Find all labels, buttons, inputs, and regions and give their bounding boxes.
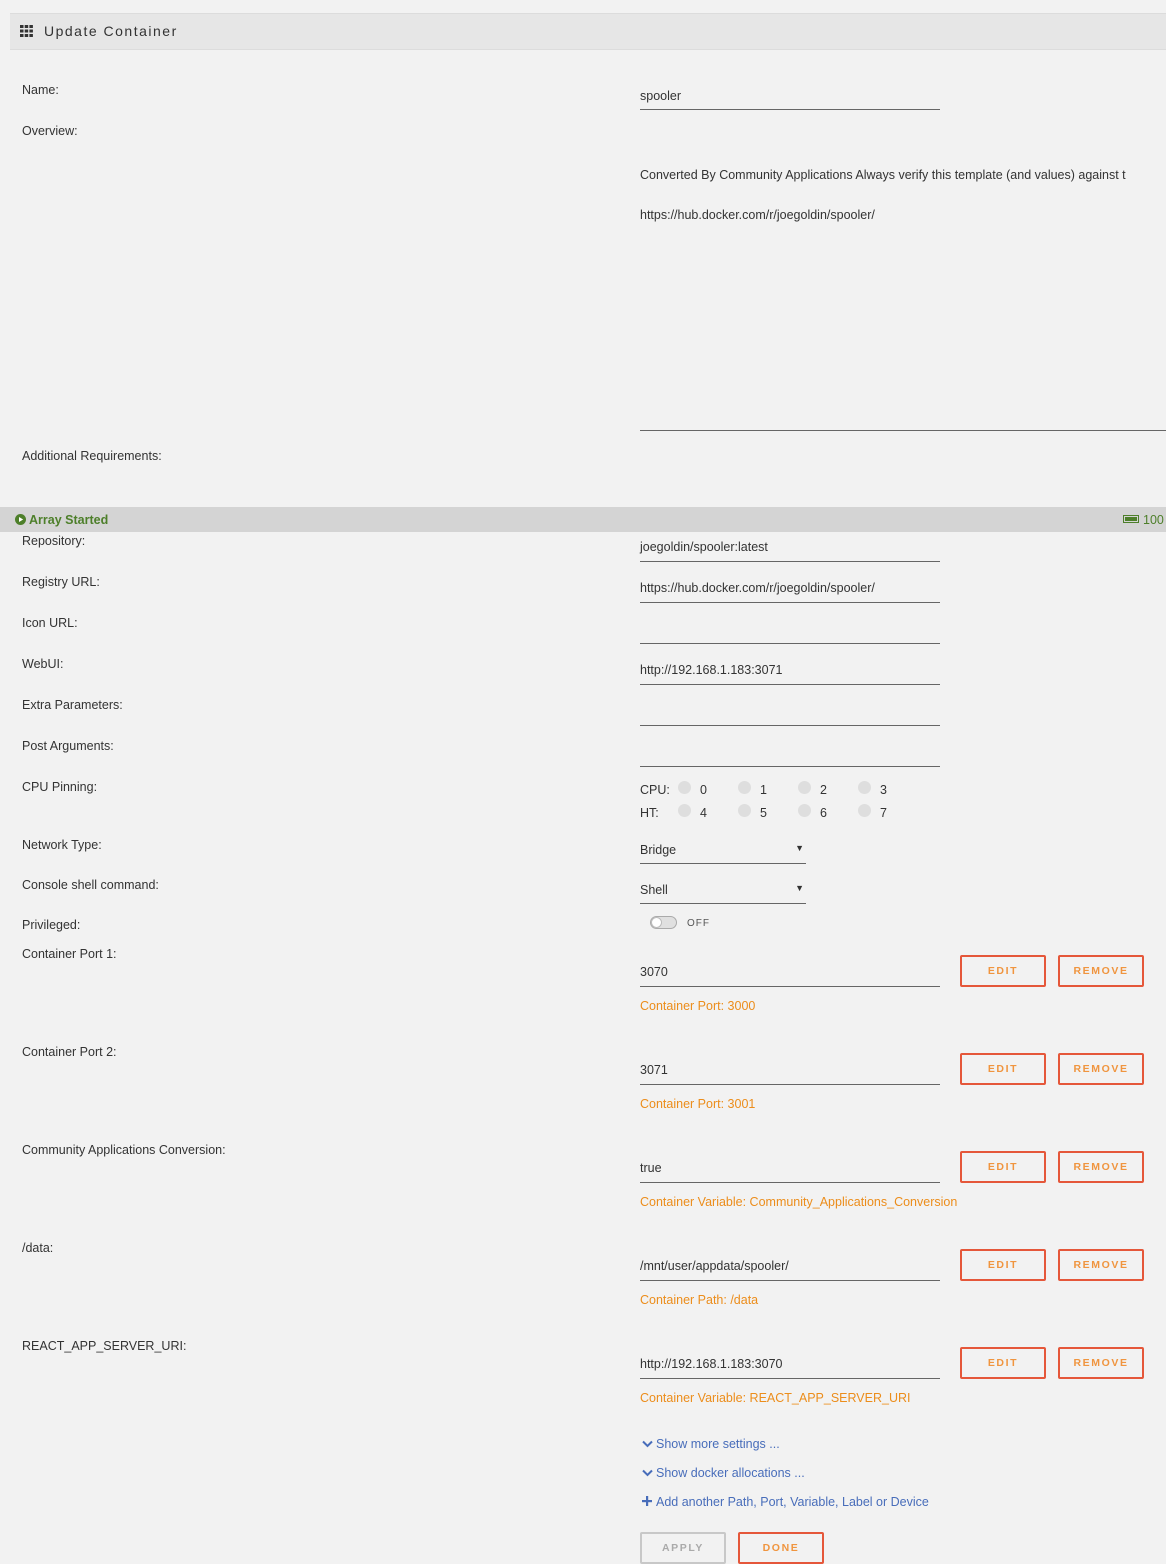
privileged-state: OFF: [687, 918, 710, 929]
edit-button[interactable]: EDIT: [960, 955, 1046, 987]
privileged-label: Privileged:: [22, 918, 81, 932]
show-more-settings-text: Show more settings ...: [656, 1437, 780, 1451]
additional-requirements-label: Additional Requirements:: [22, 449, 162, 463]
battery-percent: 100: [1143, 513, 1164, 527]
plus-icon: [642, 1495, 656, 1509]
ht-4-checkbox[interactable]: [678, 804, 691, 817]
console-shell-select[interactable]: [640, 883, 806, 904]
name-input[interactable]: spooler: [640, 88, 940, 110]
done-button[interactable]: DONE: [738, 1532, 824, 1564]
config-value-input[interactable]: 3071: [640, 1062, 940, 1085]
post-arguments-input[interactable]: [640, 744, 940, 767]
cpu-1-number: 1: [760, 783, 767, 797]
show-docker-allocations-link[interactable]: [642, 1466, 805, 1480]
config-label: Community Applications Conversion:: [22, 1143, 226, 1157]
battery-icon: [1123, 515, 1139, 523]
edit-button[interactable]: EDIT: [960, 1347, 1046, 1379]
add-another-text: Add another Path, Port, Variable, Label or Device: [656, 1495, 929, 1509]
cpu-0-checkbox[interactable]: [678, 781, 691, 794]
config-label: REACT_APP_SERVER_URI:: [22, 1339, 187, 1353]
config-label: Container Port 2:: [22, 1045, 117, 1059]
icon-url-label: Icon URL:: [22, 616, 78, 630]
show-docker-allocations-text: Show docker allocations ...: [656, 1466, 805, 1480]
overview-label: Overview:: [22, 124, 78, 138]
webui-input[interactable]: http://192.168.1.183:3071: [640, 662, 940, 685]
config-value-input[interactable]: 3070: [640, 964, 940, 987]
cpu-3-checkbox[interactable]: [858, 781, 871, 794]
repository-input[interactable]: joegoldin/spooler:latest: [640, 539, 940, 562]
ht-5-number: 5: [760, 806, 767, 820]
config-hint: Container Variable: Community_Applications_Conversion: [640, 1195, 958, 1209]
cpu-2-number: 2: [820, 783, 827, 797]
icon-url-input[interactable]: [640, 621, 940, 644]
cpu-0-number: 0: [700, 783, 707, 797]
play-circle-icon: [15, 514, 26, 525]
network-type-label: Network Type:: [22, 838, 102, 852]
remove-button[interactable]: REMOVE: [1058, 955, 1144, 987]
edit-button[interactable]: EDIT: [960, 1151, 1046, 1183]
repository-label: Repository:: [22, 534, 86, 548]
cpu-row-label: CPU:: [640, 783, 670, 797]
remove-button[interactable]: REMOVE: [1058, 1053, 1144, 1085]
cpu-1-checkbox[interactable]: [738, 781, 751, 794]
cpu-2-checkbox[interactable]: [798, 781, 811, 794]
ht-4-number: 4: [700, 806, 707, 820]
cpu-3-number: 3: [880, 783, 887, 797]
ht-7-number: 7: [880, 806, 887, 820]
edit-button[interactable]: EDIT: [960, 1249, 1046, 1281]
config-label: /data:: [22, 1241, 54, 1255]
dropdown-arrow-icon: ▼: [795, 843, 804, 853]
registry-url-label: Registry URL:: [22, 575, 100, 589]
add-another-link[interactable]: [642, 1495, 929, 1509]
remove-button[interactable]: REMOVE: [1058, 1249, 1144, 1281]
config-value-input[interactable]: http://192.168.1.183:3070: [640, 1356, 940, 1379]
remove-button[interactable]: REMOVE: [1058, 1151, 1144, 1183]
config-hint: Container Variable: REACT_APP_SERVER_URI: [640, 1391, 911, 1405]
registry-url-input[interactable]: https://hub.docker.com/r/joegoldin/spooler/: [640, 580, 940, 603]
array-status-text: Array Started: [29, 513, 109, 527]
config-hint: Container Port: 3000: [640, 999, 756, 1013]
extra-parameters-input[interactable]: [640, 703, 940, 726]
config-value-input[interactable]: /mnt/user/appdata/spooler/: [640, 1258, 940, 1281]
status-bar: [0, 507, 1166, 532]
config-hint: Container Path: /data: [640, 1293, 759, 1307]
cpu-pinning-label: CPU Pinning:: [22, 780, 98, 794]
overview-textarea[interactable]: [640, 120, 1166, 431]
extra-parameters-label: Extra Parameters:: [22, 698, 123, 712]
apply-button[interactable]: APPLY: [640, 1532, 726, 1564]
config-label: Container Port 1:: [22, 947, 117, 961]
overview-line-1: Converted By Community Applications Always verify this template (and values) against t: [640, 168, 1126, 182]
ht-6-number: 6: [820, 806, 827, 820]
console-shell-value: Shell: [640, 883, 668, 897]
privileged-toggle[interactable]: [650, 916, 677, 929]
remove-button[interactable]: REMOVE: [1058, 1347, 1144, 1379]
overview-line-2: https://hub.docker.com/r/joegoldin/spooler/: [640, 208, 875, 222]
show-more-settings-link[interactable]: [642, 1437, 780, 1451]
panel-header: [10, 13, 1166, 50]
network-type-select[interactable]: [640, 843, 806, 864]
chevron-down-icon: [642, 1466, 656, 1480]
ht-5-checkbox[interactable]: [738, 804, 751, 817]
ht-7-checkbox[interactable]: [858, 804, 871, 817]
chevron-down-icon: [642, 1437, 656, 1451]
post-arguments-label: Post Arguments:: [22, 739, 114, 753]
config-hint: Container Port: 3001: [640, 1097, 756, 1111]
grid-icon: [20, 25, 33, 37]
dropdown-arrow-icon: ▼: [795, 883, 804, 893]
name-label: Name:: [22, 83, 59, 97]
console-shell-label: Console shell command:: [22, 878, 159, 892]
config-value-input[interactable]: true: [640, 1160, 940, 1183]
ht-row-label: HT:: [640, 806, 659, 820]
network-type-value: Bridge: [640, 843, 677, 857]
ht-6-checkbox[interactable]: [798, 804, 811, 817]
edit-button[interactable]: EDIT: [960, 1053, 1046, 1085]
page-title: Update Container: [44, 23, 178, 39]
webui-label: WebUI:: [22, 657, 64, 671]
